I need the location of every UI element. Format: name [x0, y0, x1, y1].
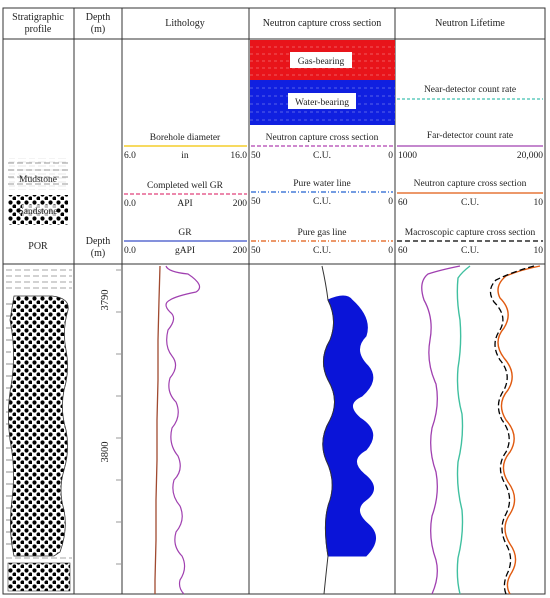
water-min: 50: [251, 197, 261, 207]
header-nlt: Neutron Lifetime: [435, 18, 505, 29]
grc-title: Completed well GR: [147, 181, 223, 191]
ncs-min: 50: [251, 151, 261, 161]
borehole-unit: in: [181, 151, 189, 161]
sandstone-body: [8, 296, 68, 556]
strat-column: [6, 270, 72, 591]
depth-unit-2: (m): [90, 248, 106, 259]
gasline-min: 50: [251, 246, 261, 256]
gr-min: 0.0: [124, 246, 136, 256]
borehole-min: 6.0: [124, 151, 136, 161]
nlt-ncs-unit: C.U.: [461, 198, 479, 208]
gr-max: 200: [232, 246, 247, 256]
nlt-ncs-min: 60: [398, 198, 408, 208]
far-curve-body: [422, 266, 460, 594]
gr-title: GR: [178, 228, 192, 238]
gas-bearing-label: Gas-bearing: [297, 57, 345, 67]
ncs-title: Neutron capture cross section: [265, 133, 379, 143]
header-depth-2: (m): [90, 24, 106, 35]
borehole-title: Borehole diameter: [149, 133, 221, 143]
water-max: 0: [388, 197, 393, 207]
depth-unit-1: Depth: [85, 236, 111, 247]
sandstone-bottom: [8, 563, 70, 591]
water-bearing-label: Water-bearing: [295, 98, 349, 108]
header-strat-1: Stratigraphic: [12, 12, 64, 23]
macro-min: 60: [398, 246, 408, 256]
far-title: Far-detector count rate: [426, 131, 514, 141]
depth-tick-3800: 3800: [100, 441, 111, 463]
grc-min: 0.0: [124, 199, 136, 209]
mudstone-label: Mudstone: [19, 175, 57, 185]
macro-max: 10: [533, 246, 543, 256]
header-lithology: Lithology: [165, 18, 205, 29]
ncs-max: 0: [388, 151, 393, 161]
grc-max: 200: [232, 199, 247, 209]
gasline-title: Pure gas line: [297, 228, 347, 238]
macro-title: Macroscopic capture cross section: [404, 228, 536, 238]
por-label: POR: [28, 241, 48, 252]
gr-curve-body: [155, 266, 160, 594]
water-title: Pure water line: [293, 179, 351, 189]
nlt-ncs-curve-body: [498, 266, 540, 594]
gasline-max: 0: [388, 246, 393, 256]
macro-unit: C.U.: [461, 246, 479, 256]
depth-tick-3790: 3790: [100, 289, 111, 311]
gr-unit: gAPI: [174, 246, 196, 256]
water-unit: C.U.: [313, 197, 331, 207]
far-max: 20,000: [516, 151, 543, 161]
sandstone-label: Sandstone: [18, 207, 58, 217]
borehole-max: 16.0: [230, 151, 247, 161]
header-ncs: Neutron capture cross section: [262, 18, 382, 29]
depth-axis: [116, 270, 121, 564]
near-title: Near-detector count rate: [423, 85, 517, 95]
header-depth-1: Depth: [85, 12, 111, 23]
ncs-unit: C.U.: [313, 151, 331, 161]
gasline-unit: C.U.: [313, 246, 331, 256]
grc-unit: API: [177, 199, 193, 209]
nlt-ncs-title: Neutron capture cross section: [413, 179, 527, 189]
nlt-ncs-max: 10: [533, 198, 543, 208]
far-min: 1000: [398, 151, 417, 161]
grc-curve-body: [166, 266, 200, 594]
ncs-fill: [323, 296, 376, 556]
header-strat-2: profile: [24, 24, 52, 35]
near-curve-body: [457, 266, 470, 594]
